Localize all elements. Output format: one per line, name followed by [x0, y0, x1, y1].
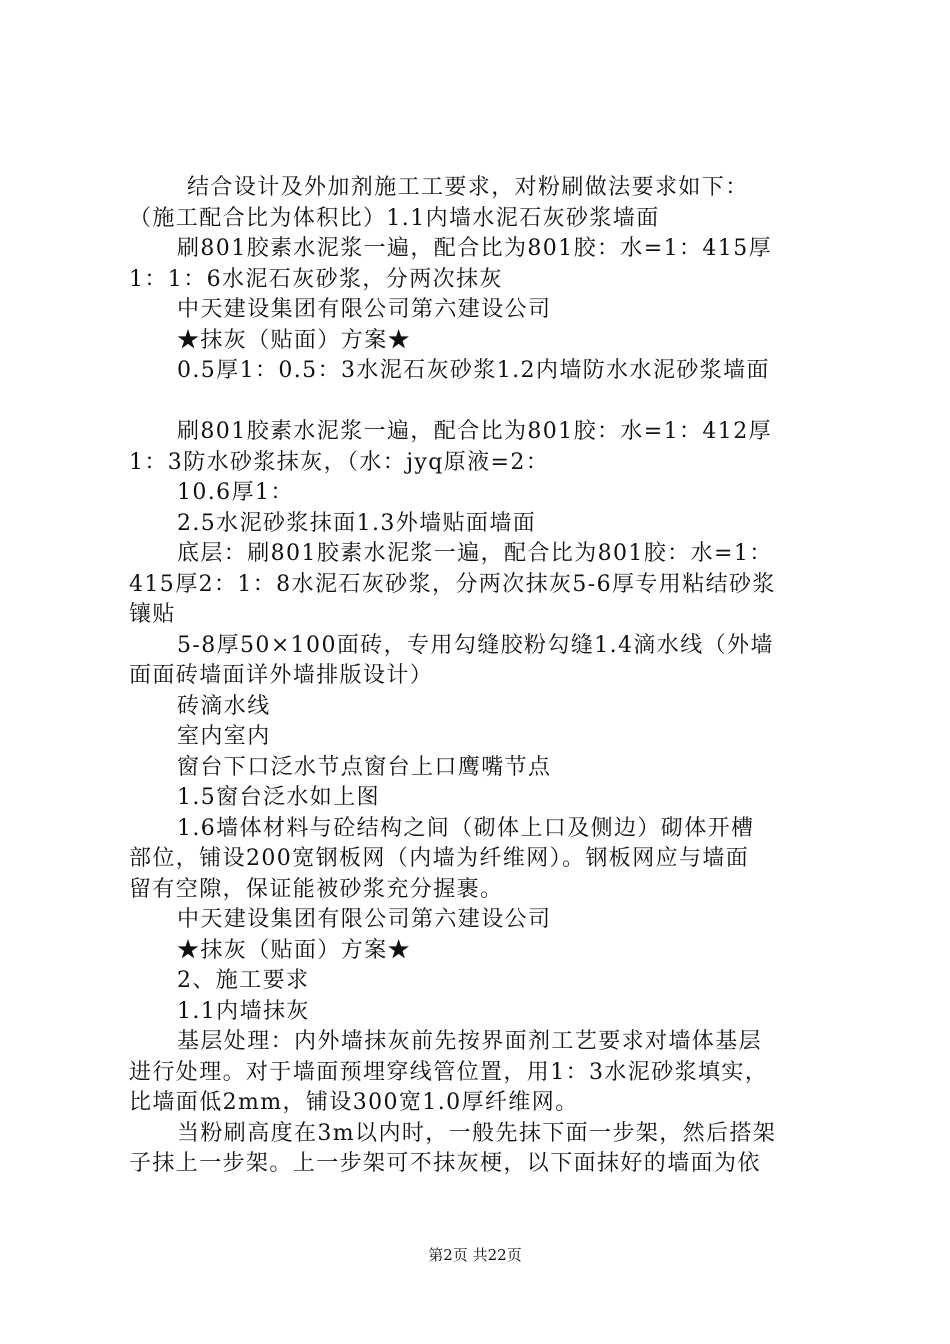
paragraph-line: 5-8厚50×100面砖，专用勾缝胶粉勾缝1.4滴水线（外墙: [177, 632, 774, 658]
paragraph-line: 部位，铺设200宽钢板网（内墙为纤维网）。钢板网应与墙面: [129, 846, 750, 871]
company-header-line: 中天建设集团有限公司第六建设公司: [177, 297, 552, 322]
paragraph-line: 415厚2：1：8水泥石灰砂浆，分两次抹灰5-6厚专用粘结砂浆: [129, 571, 776, 597]
paragraph-line: 窗台下口泛水节点窗台上口鹰嘴节点: [177, 754, 552, 780]
paragraph-line: 刷801胶素水泥浆一遍，配合比为801胶：水=1：415厚: [177, 236, 773, 261]
paragraph-line: 2.5水泥砂浆抹面1.3外墙贴面墙面: [177, 510, 537, 536]
plan-title-line: ★抹灰（贴面）方案★: [177, 327, 412, 353]
paragraph-line: 留有空隙，保证能被砂浆充分握裹。: [129, 876, 504, 902]
section-heading: 2、施工要求: [177, 968, 310, 993]
document-body: [129, 173, 829, 1180]
plan-title-line: ★抹灰（贴面）方案★: [177, 937, 412, 963]
paragraph-line: 1.5窗台泛水如上图: [177, 785, 380, 810]
company-header-line: 中天建设集团有限公司第六建设公司: [177, 907, 552, 932]
subsection-heading: 1.1内墙抹灰: [177, 998, 310, 1024]
paragraph-line: 镶贴: [129, 602, 176, 627]
paragraph-line: 刷801胶素水泥浆一遍，配合比为801胶：水=1：412厚: [177, 419, 773, 444]
paragraph-line: 子抹上一步架。上一步架可不抹灰梗，以下面抹好的墙面为依: [129, 1151, 761, 1176]
paragraph-line: 1.6墙体材料与砼结构之间（砌体上口及侧边）砌体开槽: [177, 815, 755, 841]
paragraph-line: 0.5厚1：0.5：3水泥石灰砂浆1.2内墙防水水泥砂浆墙面: [177, 358, 770, 383]
paragraph-line: 砖滴水线: [177, 693, 271, 719]
paragraph-line: 底层：刷801胶素水泥浆一遍，配合比为801胶：水=1：: [177, 541, 773, 566]
page-number-footer: 第2页 共22页: [428, 1246, 522, 1264]
paragraph-line: 基层处理：内外墙抹灰前先按界面剂工艺要求对墙体基层: [177, 1029, 763, 1054]
paragraph-line: 面面砖墙面详外墙排版设计）: [129, 663, 434, 688]
paragraph-line: 当粉刷高度在3m以内时，一般先抹下面一步架，然后搭架: [177, 1120, 777, 1146]
paragraph-line: 进行处理。对于墙面预埋穿线管位置，用1：3水泥砂浆填实，: [129, 1059, 769, 1085]
paragraph-line: 1：1：6水泥石灰砂浆，分两次抹灰: [129, 266, 503, 292]
paragraph-line: 室内室内: [177, 724, 271, 749]
paragraph-line: 结合设计及外加剂施工工要求，对粉刷做法要求如下：: [187, 175, 749, 200]
blank-line: [129, 387, 829, 418]
paragraph-line: 1：3防水砂浆抹灰，（水：jyq原液=2：: [129, 449, 550, 475]
paragraph-line: 10.6厚1：: [177, 480, 294, 505]
paragraph-line: （施工配合比为体积比）1.1内墙水泥石灰砂浆墙面: [129, 205, 660, 231]
paragraph-line: 比墙面低2mm，铺设300宽1.0厚纤维网。: [129, 1090, 579, 1115]
